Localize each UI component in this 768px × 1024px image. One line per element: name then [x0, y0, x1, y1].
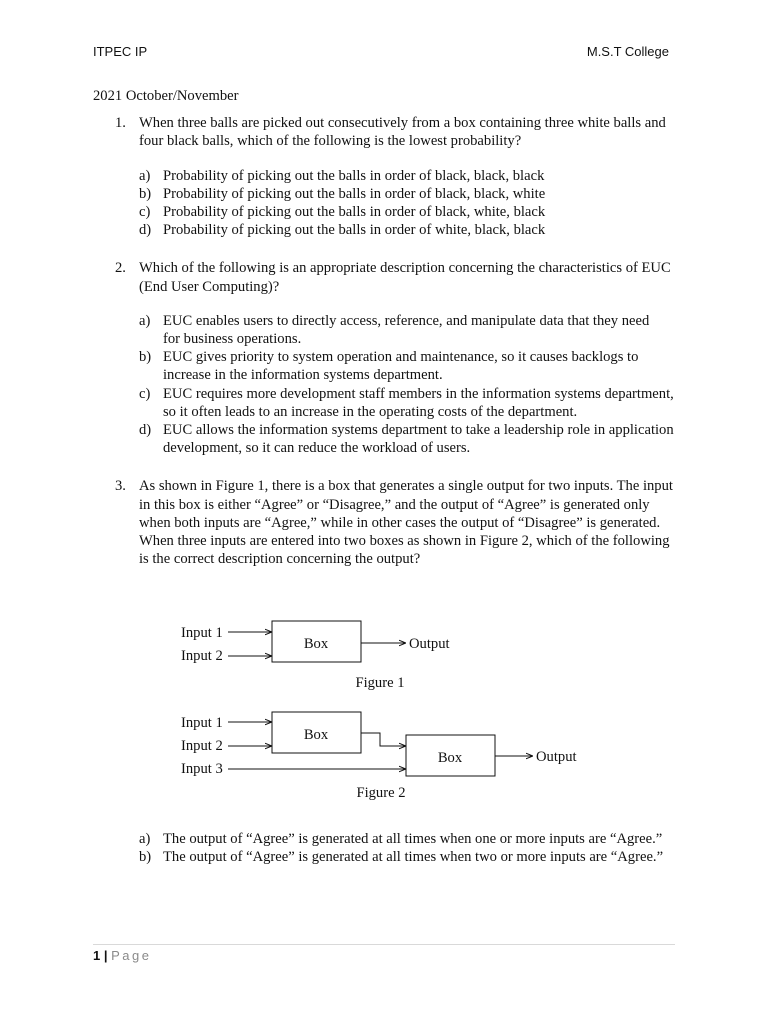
option-text: EUC enables users to directly access, reference, and manipulate data that they need [163, 312, 650, 329]
fig2-box-1-label: Box [303, 727, 329, 743]
header-left: ITPEC IP [93, 44, 148, 59]
option-letter: b) [139, 349, 152, 366]
question-text: Which of the following is an appropriate description concerning the characteristics of EUC (End User Computing)? [139, 260, 671, 295]
option-letter: c) [139, 204, 151, 221]
question-number: 3. [115, 478, 126, 495]
figure-1 [0, 610, 768, 710]
fig2-caption: Figure 2 [356, 785, 406, 801]
option-text: EUC allows the information systems department to take a leadership role in application development, so it can reduce the workload of users. [163, 422, 674, 457]
question-3-options [93, 830, 678, 866]
footer-divider [93, 944, 675, 945]
option-c [139, 203, 678, 221]
option-a [139, 312, 678, 348]
page-number: 1 [93, 948, 101, 963]
question-2 [93, 259, 678, 457]
option-d [139, 221, 678, 239]
option-letter: d) [139, 422, 152, 439]
option-letter: a) [139, 312, 151, 329]
option-letter: b) [139, 849, 152, 866]
option-text: EUC requires more development staff members in the information systems department, so it often leads to an increase in the operating costs of the department. [163, 385, 674, 420]
page-word: Page [111, 948, 152, 963]
question-number: 2. [115, 260, 126, 277]
option-d [139, 421, 678, 457]
option-text: The output of “Agree” is generated at all times when two or more inputs are “Agree.” [163, 849, 664, 866]
option-a [139, 830, 678, 848]
option-b [139, 848, 678, 866]
option-list [139, 167, 678, 240]
option-list [139, 312, 678, 458]
fig2-input-2-label: Input 2 [181, 738, 223, 754]
fig1-input-1-label: Input 1 [181, 625, 223, 641]
fig2-box-2-label: Box [437, 750, 463, 766]
option-list [139, 830, 678, 866]
document-body [93, 87, 678, 568]
option-text: Probability of picking out the balls in order of black, white, black [163, 204, 546, 221]
fig1-input-2-label: Input 2 [181, 648, 223, 664]
fig1-output-label: Output [409, 636, 450, 652]
option-text: EUC gives priority to system operation and maintenance, so it causes backlogs to increase in the information systems department. [163, 349, 639, 384]
fig2-input-1-label: Input 1 [181, 715, 223, 731]
fig2-connector-arrow [361, 733, 406, 746]
fig2-output-label: Output [536, 749, 577, 765]
question-1 [93, 114, 678, 239]
question-3 [93, 477, 678, 568]
option-text: Probability of picking out the balls in order of black, black, white [163, 185, 546, 202]
option-letter: c) [139, 385, 151, 402]
fig2-input-3-label: Input 3 [181, 761, 223, 777]
option-b [139, 185, 678, 203]
question-text: As shown in Figure 1, there is a box that generates a single output for two inputs. The input in this box is either “Agree” or “Disagree,” and the output of “Agree” is generated only when both inputs are “Agree,” while in other cases the output of “Disagree” is generated. When three inputs are entered into two boxes as shown in Figure 2, which of the following is the correct description concerning the output? [139, 478, 673, 568]
header-right: M.S.T College [586, 44, 669, 59]
option-letter: d) [139, 222, 152, 239]
option-letter: b) [139, 185, 152, 202]
fig1-caption: Figure 1 [355, 675, 405, 691]
fig1-box-label: Box [303, 636, 329, 652]
option-b [139, 348, 678, 384]
option-letter: a) [139, 167, 151, 184]
question-number: 1. [115, 115, 126, 132]
option-letter: a) [139, 831, 151, 847]
option-text: Probability of picking out the balls in order of black, black, black [163, 167, 545, 184]
option-text: Probability of picking out the balls in order of white, black, black [163, 222, 546, 239]
page-footer [93, 948, 152, 963]
figure-2 [0, 700, 768, 810]
option-a [139, 167, 678, 185]
option-c [139, 385, 678, 421]
option-text-continued: for business operations. [163, 331, 302, 348]
section-title: 2021 October/November [93, 88, 239, 104]
page-separator: | [103, 948, 108, 963]
question-text: When three balls are picked out consecutively from a box containing three white balls and four black balls, which of the following is the lowest probability? [139, 115, 666, 150]
option-text: The output of “Agree” is generated at all times when one or more inputs are “Agree.” [163, 831, 663, 847]
